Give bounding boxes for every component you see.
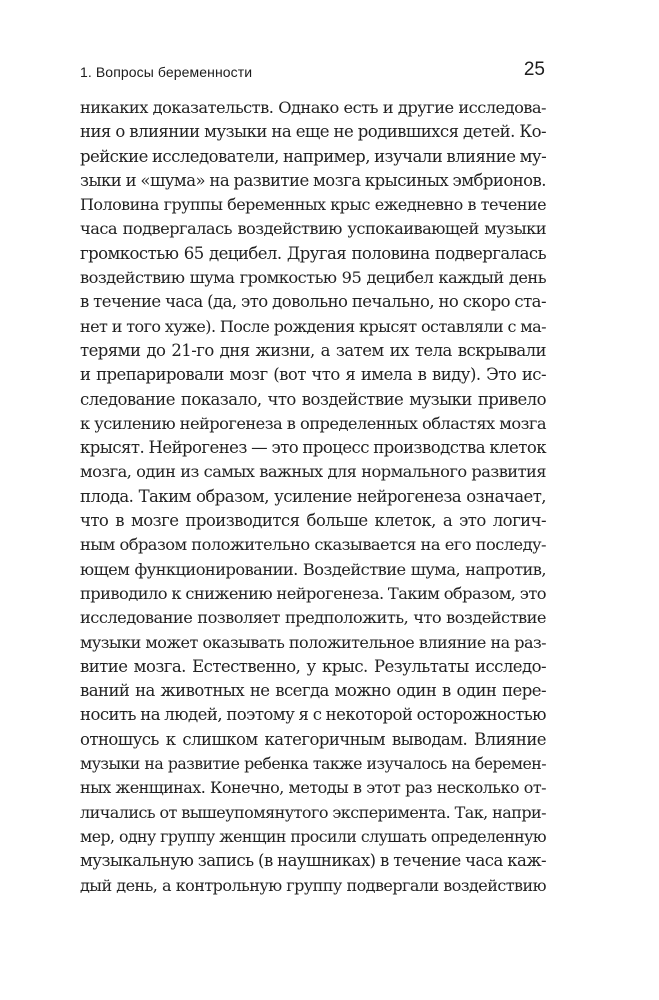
text-line: никаких доказательств. Однако есть и другие исследова- bbox=[80, 98, 546, 117]
text-line: рейские исследователи, например, изучали влияние му- bbox=[80, 146, 547, 166]
text-line: в течение часа (да, это довольно печально, но скоро ста- bbox=[80, 292, 546, 312]
text-line: личались от вышеупомянутого эксперимента. Так, напри- bbox=[80, 802, 546, 822]
text-line: зыки и «шума» на развитие мозга крысиных эмбрионов. bbox=[80, 170, 546, 190]
text-line: музыки может оказывать положительное влияние на раз- bbox=[80, 632, 546, 652]
text-line: ваний на животных не всегда можно один в один пере- bbox=[80, 681, 546, 701]
text-line: крысят. Нейрогенез — это процесс производства клеток bbox=[80, 438, 546, 458]
text-line: и препарировали мозг (вот что я имела в виду). Это ис- bbox=[80, 365, 546, 385]
text-line: к усилению нейрогенеза в определенных областях мозга bbox=[80, 413, 546, 433]
text-line: нет и того хуже). После рождения крысят оставляли с ма- bbox=[80, 316, 546, 336]
text-line: Половина группы беременных крыс ежедневно в течение bbox=[80, 195, 546, 215]
text-line: витие мозга. Естественно, у крыс. Результаты исследо- bbox=[80, 656, 546, 676]
running-head: 1. Вопросы беременности bbox=[80, 64, 253, 80]
text-line: следование показало, что воздействие музыки привело bbox=[80, 389, 546, 409]
text-line: ных женщинах. Конечно, методы в этот раз несколько от- bbox=[80, 778, 546, 798]
text-line: музыкальную запись (в наушниках) в течение часа каж- bbox=[80, 851, 546, 871]
text-line: мер, одну группу женщин просили слушать определенную bbox=[80, 826, 546, 846]
text-line: воздействию шума громкостью 95 децибел каждый день bbox=[80, 268, 546, 288]
text-line: исследование позволяет предположить, что воздействие bbox=[80, 608, 546, 628]
text-line: приводило к снижению нейрогенеза. Таким образом, это bbox=[80, 583, 546, 603]
text-line: мозга, один из самых важных для нормального развития bbox=[80, 462, 546, 482]
text-line: плода. Таким образом, усиление нейрогенеза означает, bbox=[80, 486, 546, 506]
text-line: что в мозге производится больше клеток, а это логич- bbox=[80, 511, 546, 531]
text-line: часа подвергалась воздействию успокаивающей музыки bbox=[80, 219, 546, 239]
body-text bbox=[80, 96, 546, 898]
text-line: ния о влиянии музыки на еще не родившихся детей. Ко- bbox=[80, 122, 546, 142]
text-line: отношусь к слишком категоричным выводам. Влияние bbox=[80, 729, 546, 749]
text-line: музыки на развитие ребенка также изучалось на беремен- bbox=[80, 754, 546, 774]
text-line: громкостью 65 децибел. Другая половина подвергалась bbox=[80, 243, 546, 263]
text-line: носить на людей, поэтому я с некоторой осторожностью bbox=[80, 705, 546, 725]
text-line: ным образом положительно сказывается на его последу- bbox=[80, 535, 546, 555]
text-line: дый день, а контрольную группу подвергали воздействию bbox=[80, 875, 546, 895]
text-line: ющем функционировании. Воздействие шума, напротив, bbox=[80, 559, 546, 579]
page-number: 25 bbox=[523, 59, 545, 80]
text-line: терями до 21-го дня жизни, а затем их тела вскрывали bbox=[80, 340, 546, 360]
